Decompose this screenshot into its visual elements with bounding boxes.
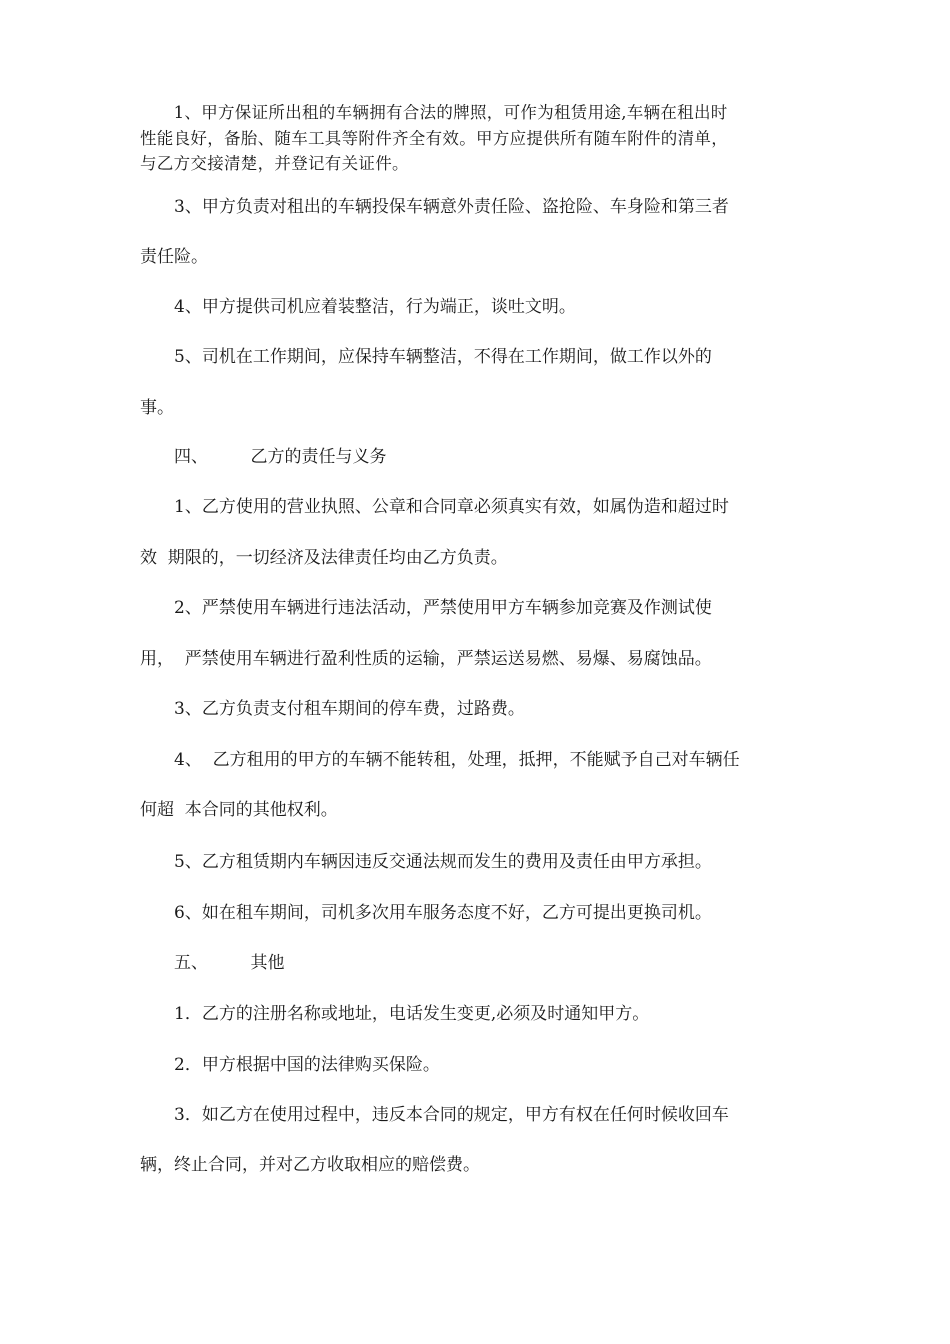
paragraph-line: 6、如在租车期间，司机多次用车服务态度不好，乙方可提出更换司机。: [140, 903, 712, 923]
paragraph-line: 3、甲方负责对租出的车辆投保车辆意外责任险、盗抢险、车身险和第三者: [140, 197, 729, 217]
paragraph-line: 5、乙方租赁期内车辆因违反交通法规而发生的费用及责任由甲方承担。: [140, 852, 712, 872]
paragraph-line: 4、 乙方租用的甲方的车辆不能转租，处理，抵押，不能赋予自己对车辆任: [140, 750, 740, 770]
paragraph-line: 2、严禁使用车辆进行违法活动，严禁使用甲方车辆参加竞赛及作测试使: [140, 598, 712, 618]
paragraph-line: 4、甲方提供司机应着装整洁，行为端正，谈吐文明。: [140, 297, 576, 317]
paragraph-line: 2．甲方根据中国的法律购买保险。: [140, 1055, 440, 1075]
paragraph-line: 与乙方交接清楚，并登记有关证件。: [140, 154, 409, 173]
paragraph-line: 何超 本合同的其他权利。: [140, 800, 338, 820]
paragraph-line: 责任险。: [140, 247, 208, 267]
paragraph-line: 1、甲方保证所出租的车辆拥有合法的牌照，可作为租赁用途,车辆在租出时: [140, 103, 728, 122]
paragraph-line: 3、乙方负责支付租车期间的停车费，过路费。: [140, 699, 525, 719]
paragraph-line: 1、乙方使用的营业执照、公章和合同章必须真实有效，如属伪造和超过时: [140, 497, 729, 517]
paragraph-line: 事。: [140, 398, 174, 418]
paragraph-line: 效 期限的，一切经济及法律责任均由乙方负责。: [140, 548, 508, 568]
paragraph-line: 1．乙方的注册名称或地址，电话发生变更,必须及时通知甲方。: [140, 1004, 650, 1024]
paragraph-line: 3．如乙方在使用过程中，违反本合同的规定，甲方有权在任何时候收回车: [140, 1105, 729, 1125]
paragraph-line: 辆，终止合同，并对乙方收取相应的赔偿费。: [140, 1155, 480, 1175]
section-heading: 五、 其他: [140, 953, 285, 973]
section-heading: 四、 乙方的责任与义务: [140, 447, 387, 467]
paragraph-line: 5、司机在工作期间，应保持车辆整洁，不得在工作期间，做工作以外的: [140, 347, 712, 367]
paragraph-line: 用， 严禁使用车辆进行盈利性质的运输，严禁运送易燃、易爆、易腐蚀品。: [140, 649, 712, 669]
paragraph-line: 性能良好，备胎、随车工具等附件齐全有效。甲方应提供所有随车附件的清单，: [140, 129, 728, 148]
